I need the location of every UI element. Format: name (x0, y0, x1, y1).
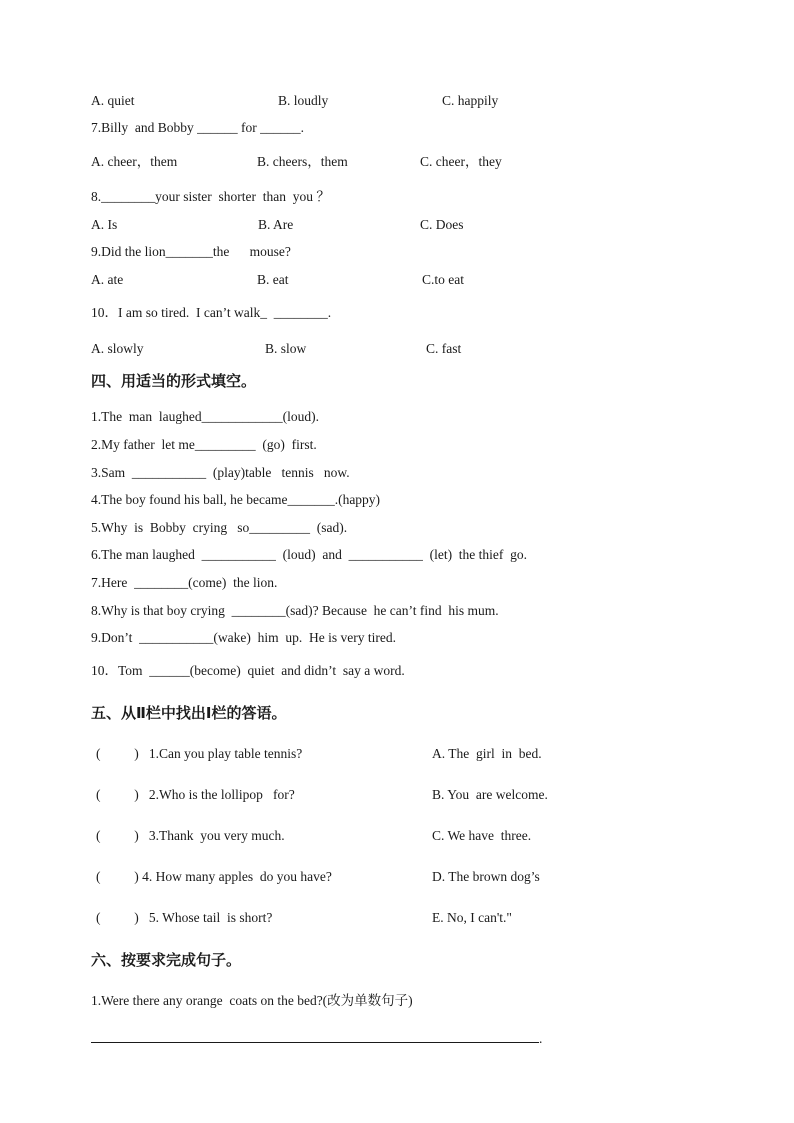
match-question-2: ( ) 2.Who is the lollipop for? (96, 787, 295, 802)
q6-option-c: C. happily (442, 93, 499, 108)
fill-item-1: 1.The man laughed____________(loud). (91, 409, 319, 424)
q6-option-b: B. loudly (278, 93, 329, 108)
fill-item-5: 5.Why is Bobby crying so_________ (sad). (91, 520, 348, 535)
question-8: 8.________your sister shorter than you ？ (91, 189, 330, 204)
transform-question-1: 1.Were there any orange coats on the bed?(改为单数句子) (91, 993, 413, 1008)
q10-option-b: B. slow (265, 341, 307, 356)
q9-option-c: C.to eat (422, 272, 464, 287)
q8-option-a: A. Is (91, 217, 118, 232)
q8-option-b: B. Are (258, 217, 294, 232)
question-9: 9.Did the lion_______the mouse? (91, 244, 291, 259)
fill-item-7: 7.Here ________(come) the lion. (91, 575, 278, 590)
match-question-3: ( ) 3.Thank you very much. (96, 828, 285, 843)
match-question-4: ( ) 4. How many apples do you have? (96, 869, 332, 884)
q7-option-b: B. cheers，them (257, 154, 348, 169)
q7-option-a: A. cheer，them (91, 154, 178, 169)
question-10: 10．I am so tired. I can’t walk_ ________. (91, 305, 332, 320)
fill-item-9: 9.Don’t ___________(wake) him up. He is very tired. (91, 630, 396, 645)
q7-option-c: C. cheer，they (420, 154, 502, 169)
match-answer-d: D. The brown dog’s (432, 869, 540, 884)
match-answer-b: B. You are welcome. (432, 787, 548, 802)
match-question-1: ( ) 1.Can you play table tennis? (96, 746, 303, 761)
section-5-heading: 五、从Ⅱ栏中找出Ⅰ栏的答语。 (91, 704, 287, 722)
q6-option-a: A. quiet (91, 93, 135, 108)
match-answer-e: E. No, I can't." (432, 910, 512, 925)
match-question-5: ( ) 5. Whose tail is short? (96, 910, 273, 925)
fill-item-8: 8.Why is that boy crying ________(sad)? Because he can’t find his mum. (91, 603, 499, 618)
section-4-heading: 四、用适当的形式填空。 (91, 372, 257, 390)
fill-item-10: 10．Tom ______(become) quiet and didn’t say a word. (91, 663, 405, 678)
fill-item-3: 3.Sam ___________ (play)table tennis now. (91, 465, 350, 480)
fill-item-6: 6.The man laughed ___________ (loud) and ___________ (let) the thief go. (91, 547, 528, 562)
q9-option-b: B. eat (257, 272, 289, 287)
match-answer-a: A. The girl in bed. (432, 746, 542, 761)
answer-line-end: . (539, 1031, 543, 1046)
q9-option-a: A. ate (91, 272, 124, 287)
q8-option-c: C. Does (420, 217, 464, 232)
match-answer-c: C. We have three. (432, 828, 532, 843)
answer-line (91, 1042, 539, 1043)
q10-option-a: A. slowly (91, 341, 144, 356)
section-6-heading: 六、按要求完成句子。 (91, 951, 242, 969)
fill-item-2: 2.My father let me_________ (go) first. (91, 437, 317, 452)
fill-item-4: 4.The boy found his ball, he became_______.(happy) (91, 492, 381, 507)
question-7: 7.Billy and Bobby ______ for ______. (91, 120, 304, 135)
q10-option-c: C. fast (426, 341, 462, 356)
